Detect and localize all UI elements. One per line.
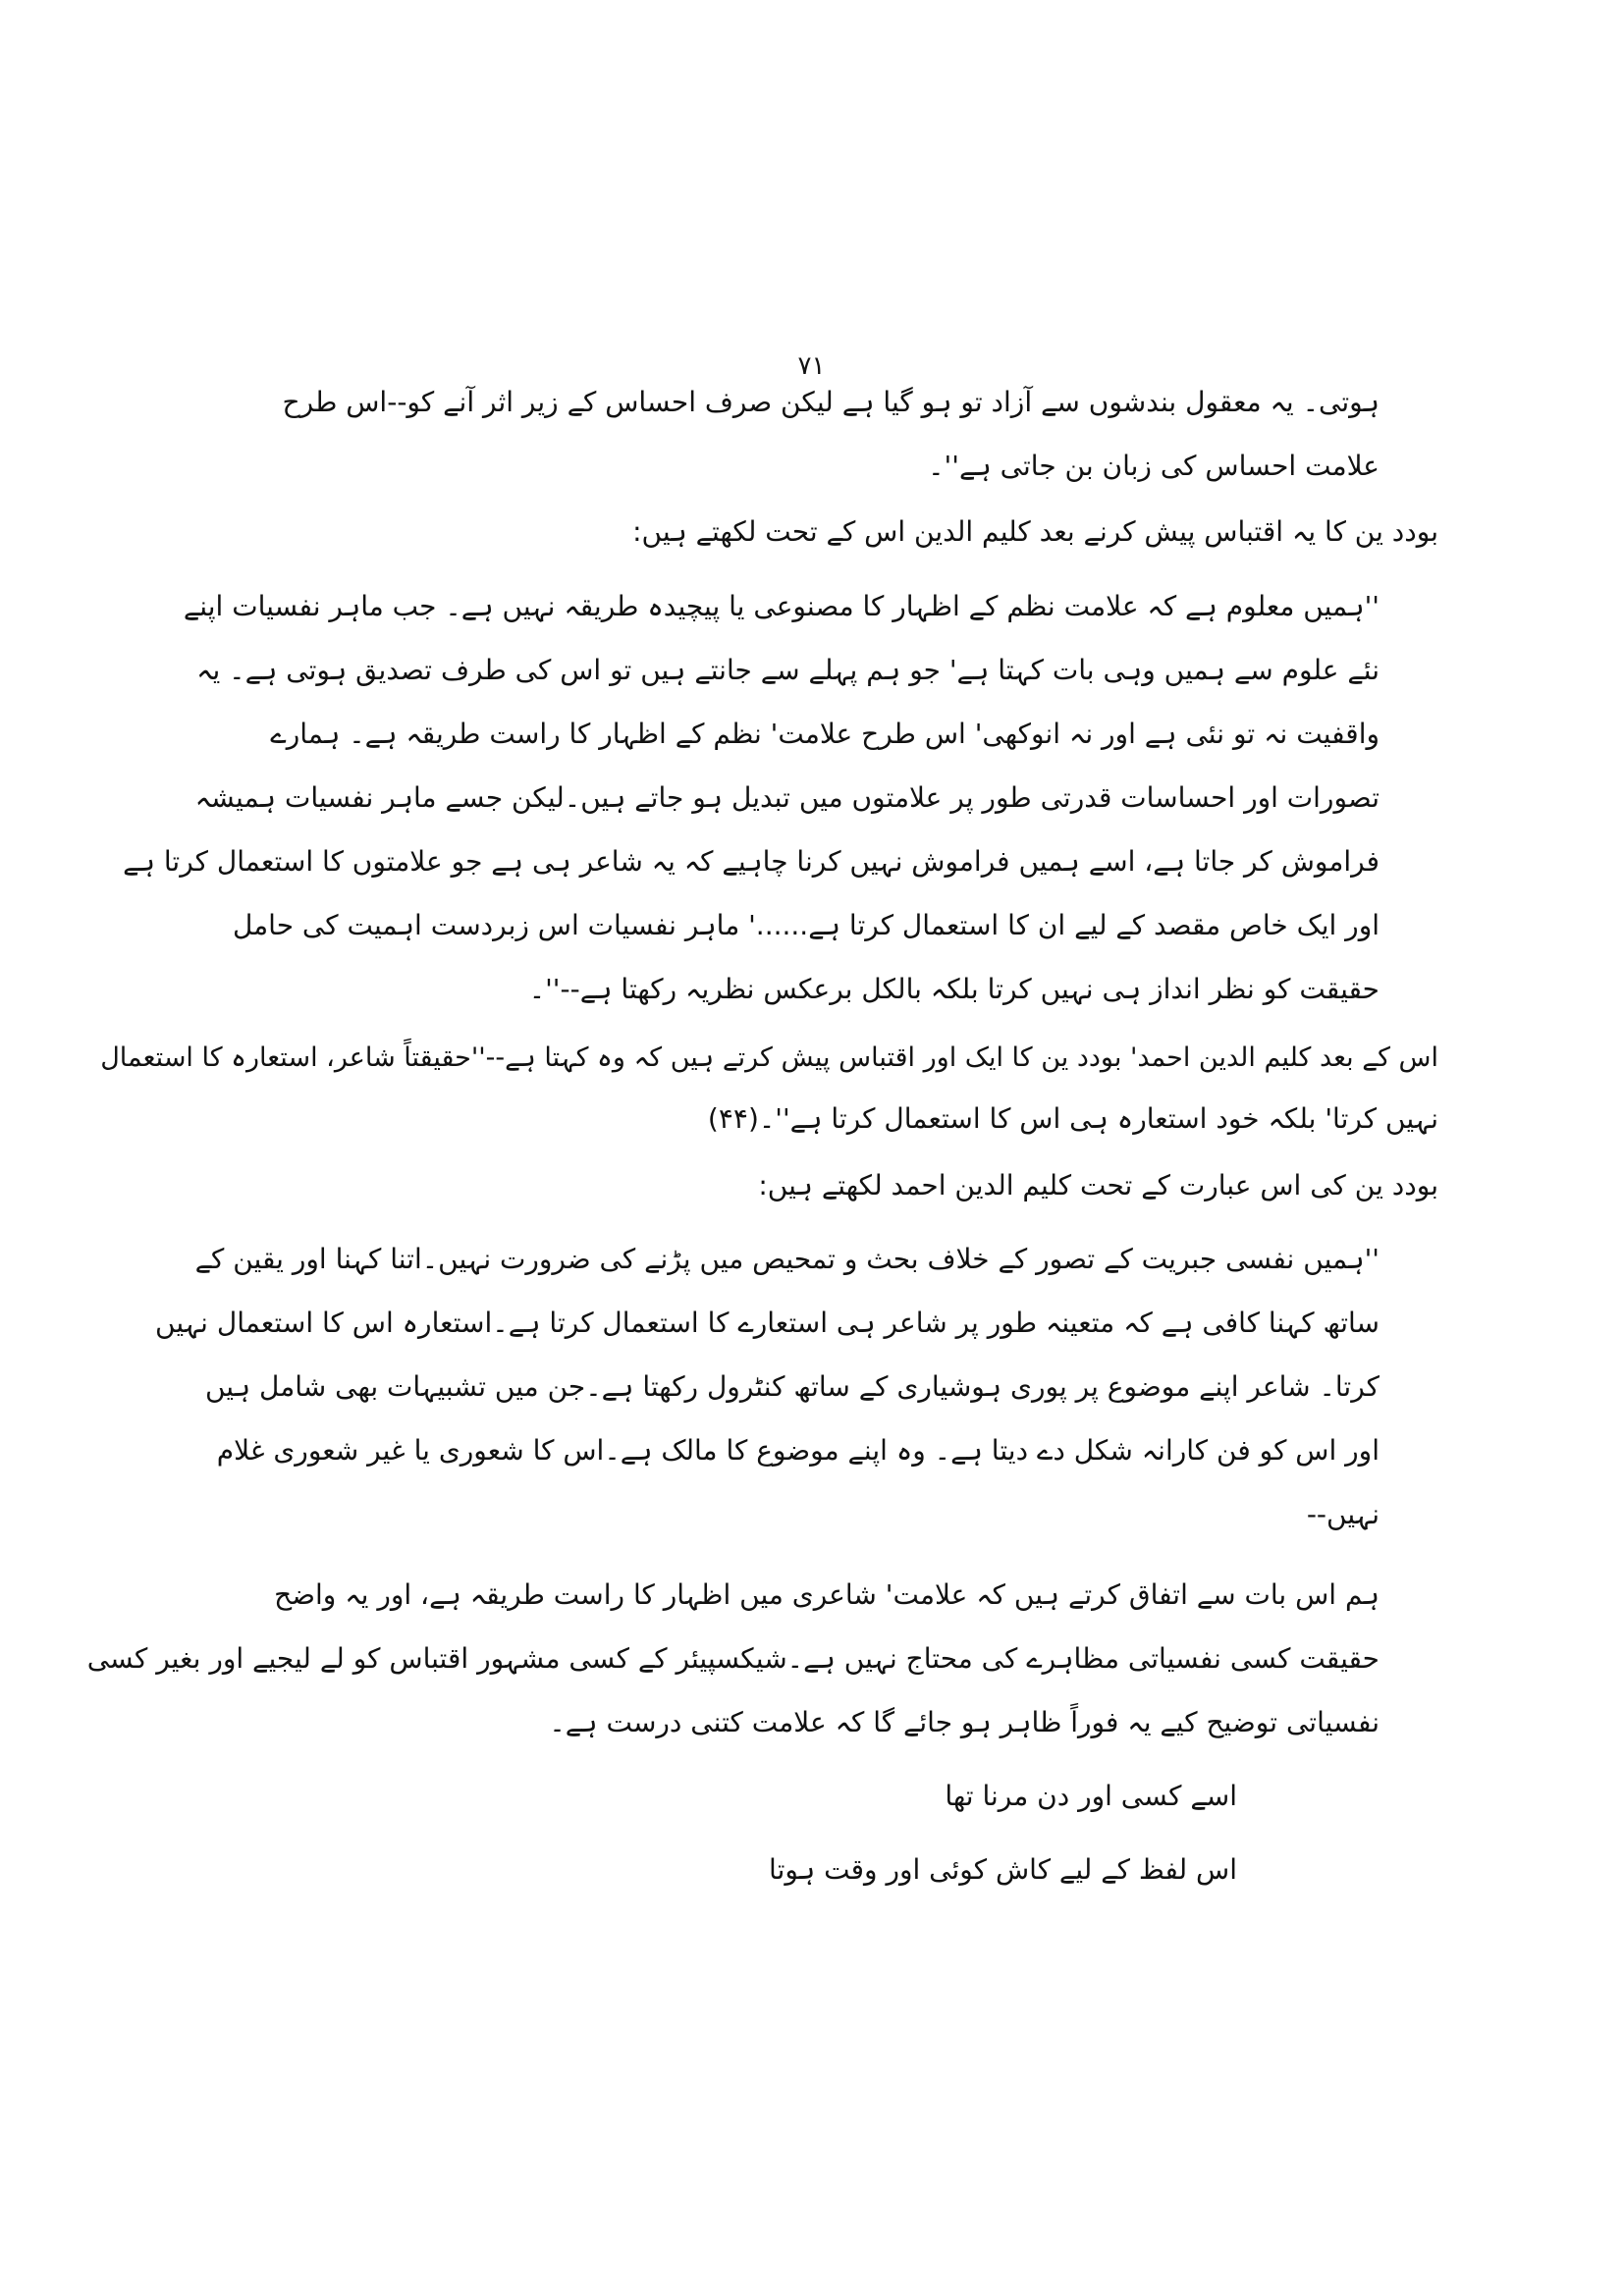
- block-quote-line: واقفیت نہ تو نئی ہے اور نہ انوکھی' اس طرح علامت' نظم کے اظہار کا راست طریقہ ہے۔ ہمارے: [270, 718, 1380, 750]
- text-line: علامت احساس کی زبان بن جاتی ہے''۔: [928, 450, 1380, 482]
- block-quote-line: نئے علوم سے ہمیں وہی بات کہتا ہے' جو ہم پہلے سے جانتے ہیں تو اس کی طرف تصدیق ہوتی ہے۔ یہ: [196, 654, 1380, 686]
- page-number: ۷۱: [797, 351, 826, 381]
- block-quote-line: حقیقت کو نظر انداز ہی نہیں کرتا بلکہ بالکل برعکس نظریہ رکھتا ہے--''۔: [528, 973, 1380, 1005]
- text-line: ہوتی۔ یہ معقول بندشوں سے آزاد تو ہو گیا ہے لیکن صرف احساس کے زیر اثر آنے کو--اس طرح: [282, 386, 1380, 418]
- text-line: نفسیاتی توضیح کیے یہ فوراً ظاہر ہو جائے گا کہ علامت کتنی درست ہے۔: [549, 1706, 1380, 1738]
- block-quote-line: فراموش کر جاتا ہے، اسے ہمیں فراموش نہیں کرنا چاہیے کہ یہ شاعر ہی ہے جو علامتوں کا استعمال کرتا ہے: [123, 845, 1380, 878]
- block-quote-line: کرتا۔ شاعر اپنے موضوع پر پوری ہوشیاری کے ساتھ کنٹرول رکھتا ہے۔جن میں تشبیہات بھی شامل ہیں: [204, 1370, 1380, 1403]
- block-quote-line: ساتھ کہنا کافی ہے کہ متعینہ طور پر شاعر ہی استعارے کا استعمال کرتا ہے۔استعارہ اس کا استعمال نہیں: [155, 1307, 1380, 1339]
- block-quote-line: نہیں--: [1306, 1498, 1380, 1530]
- block-quote-line: ''ہمیں نفسی جبریت کے تصور کے خلاف بحث و تمحیص میں پڑنے کی ضرورت نہیں۔اتنا کہنا اور یقین کے: [194, 1243, 1380, 1275]
- block-quote-line: اور ایک خاص مقصد کے لیے ان کا استعمال کرتا ہے......' ماہر نفسیات اس زبردست اہمیت کی حامل: [232, 909, 1380, 941]
- verse-line: اس لفظ کے لیے کاش کوئی اور وقت ہوتا: [769, 1853, 1237, 1886]
- verse-line: اسے کسی اور دن مرنا تھا: [945, 1780, 1237, 1812]
- text-line: اس کے بعد کلیم الدین احمد' بودد ین کا ایک اور اقتباس پیش کرتے ہیں کہ وہ کہتا ہے--''حقیقتاً شاعر، استعارہ کا استعمال: [100, 1042, 1438, 1073]
- text-line: ہم اس بات سے اتفاق کرتے ہیں کہ علامت' شاعری میں اظہار کا راست طریقہ ہے، اور یہ واضح: [274, 1578, 1380, 1611]
- text-line: بودد ین کا یہ اقتباس پیش کرنے بعد کلیم الدین اس کے تحت لکھتے ہیں:: [632, 515, 1438, 548]
- text-line: نہیں کرتا' بلکہ خود استعارہ ہی اس کا استعمال کرتا ہے''۔(۴۴): [707, 1102, 1438, 1135]
- block-quote-line: ''ہمیں معلوم ہے کہ علامت نظم کے اظہار کا مصنوعی یا پیچیدہ طریقہ نہیں ہے۔ جب ماہر نفسیات اپنے: [183, 590, 1380, 622]
- block-quote-line: اور اس کو فن کارانہ شکل دے دیتا ہے۔ وہ اپنے موضوع کا مالک ہے۔اس کا شعوری یا غیر شعوری غلام: [216, 1434, 1380, 1467]
- text-line: بودد ین کی اس عبارت کے تحت کلیم الدین احمد لکھتے ہیں:: [758, 1169, 1438, 1201]
- text-line: حقیقت کسی نفسیاتی مظاہرے کی محتاج نہیں ہے۔شیکسپیئر کے کسی مشہور اقتباس کو لے لیجیے اور بغیر کسی: [86, 1642, 1380, 1675]
- block-quote-line: تصورات اور احساسات قدرتی طور پر علامتوں میں تبدیل ہو جاتے ہیں۔لیکن جسے ماہر نفسیات ہمیشہ: [194, 781, 1380, 814]
